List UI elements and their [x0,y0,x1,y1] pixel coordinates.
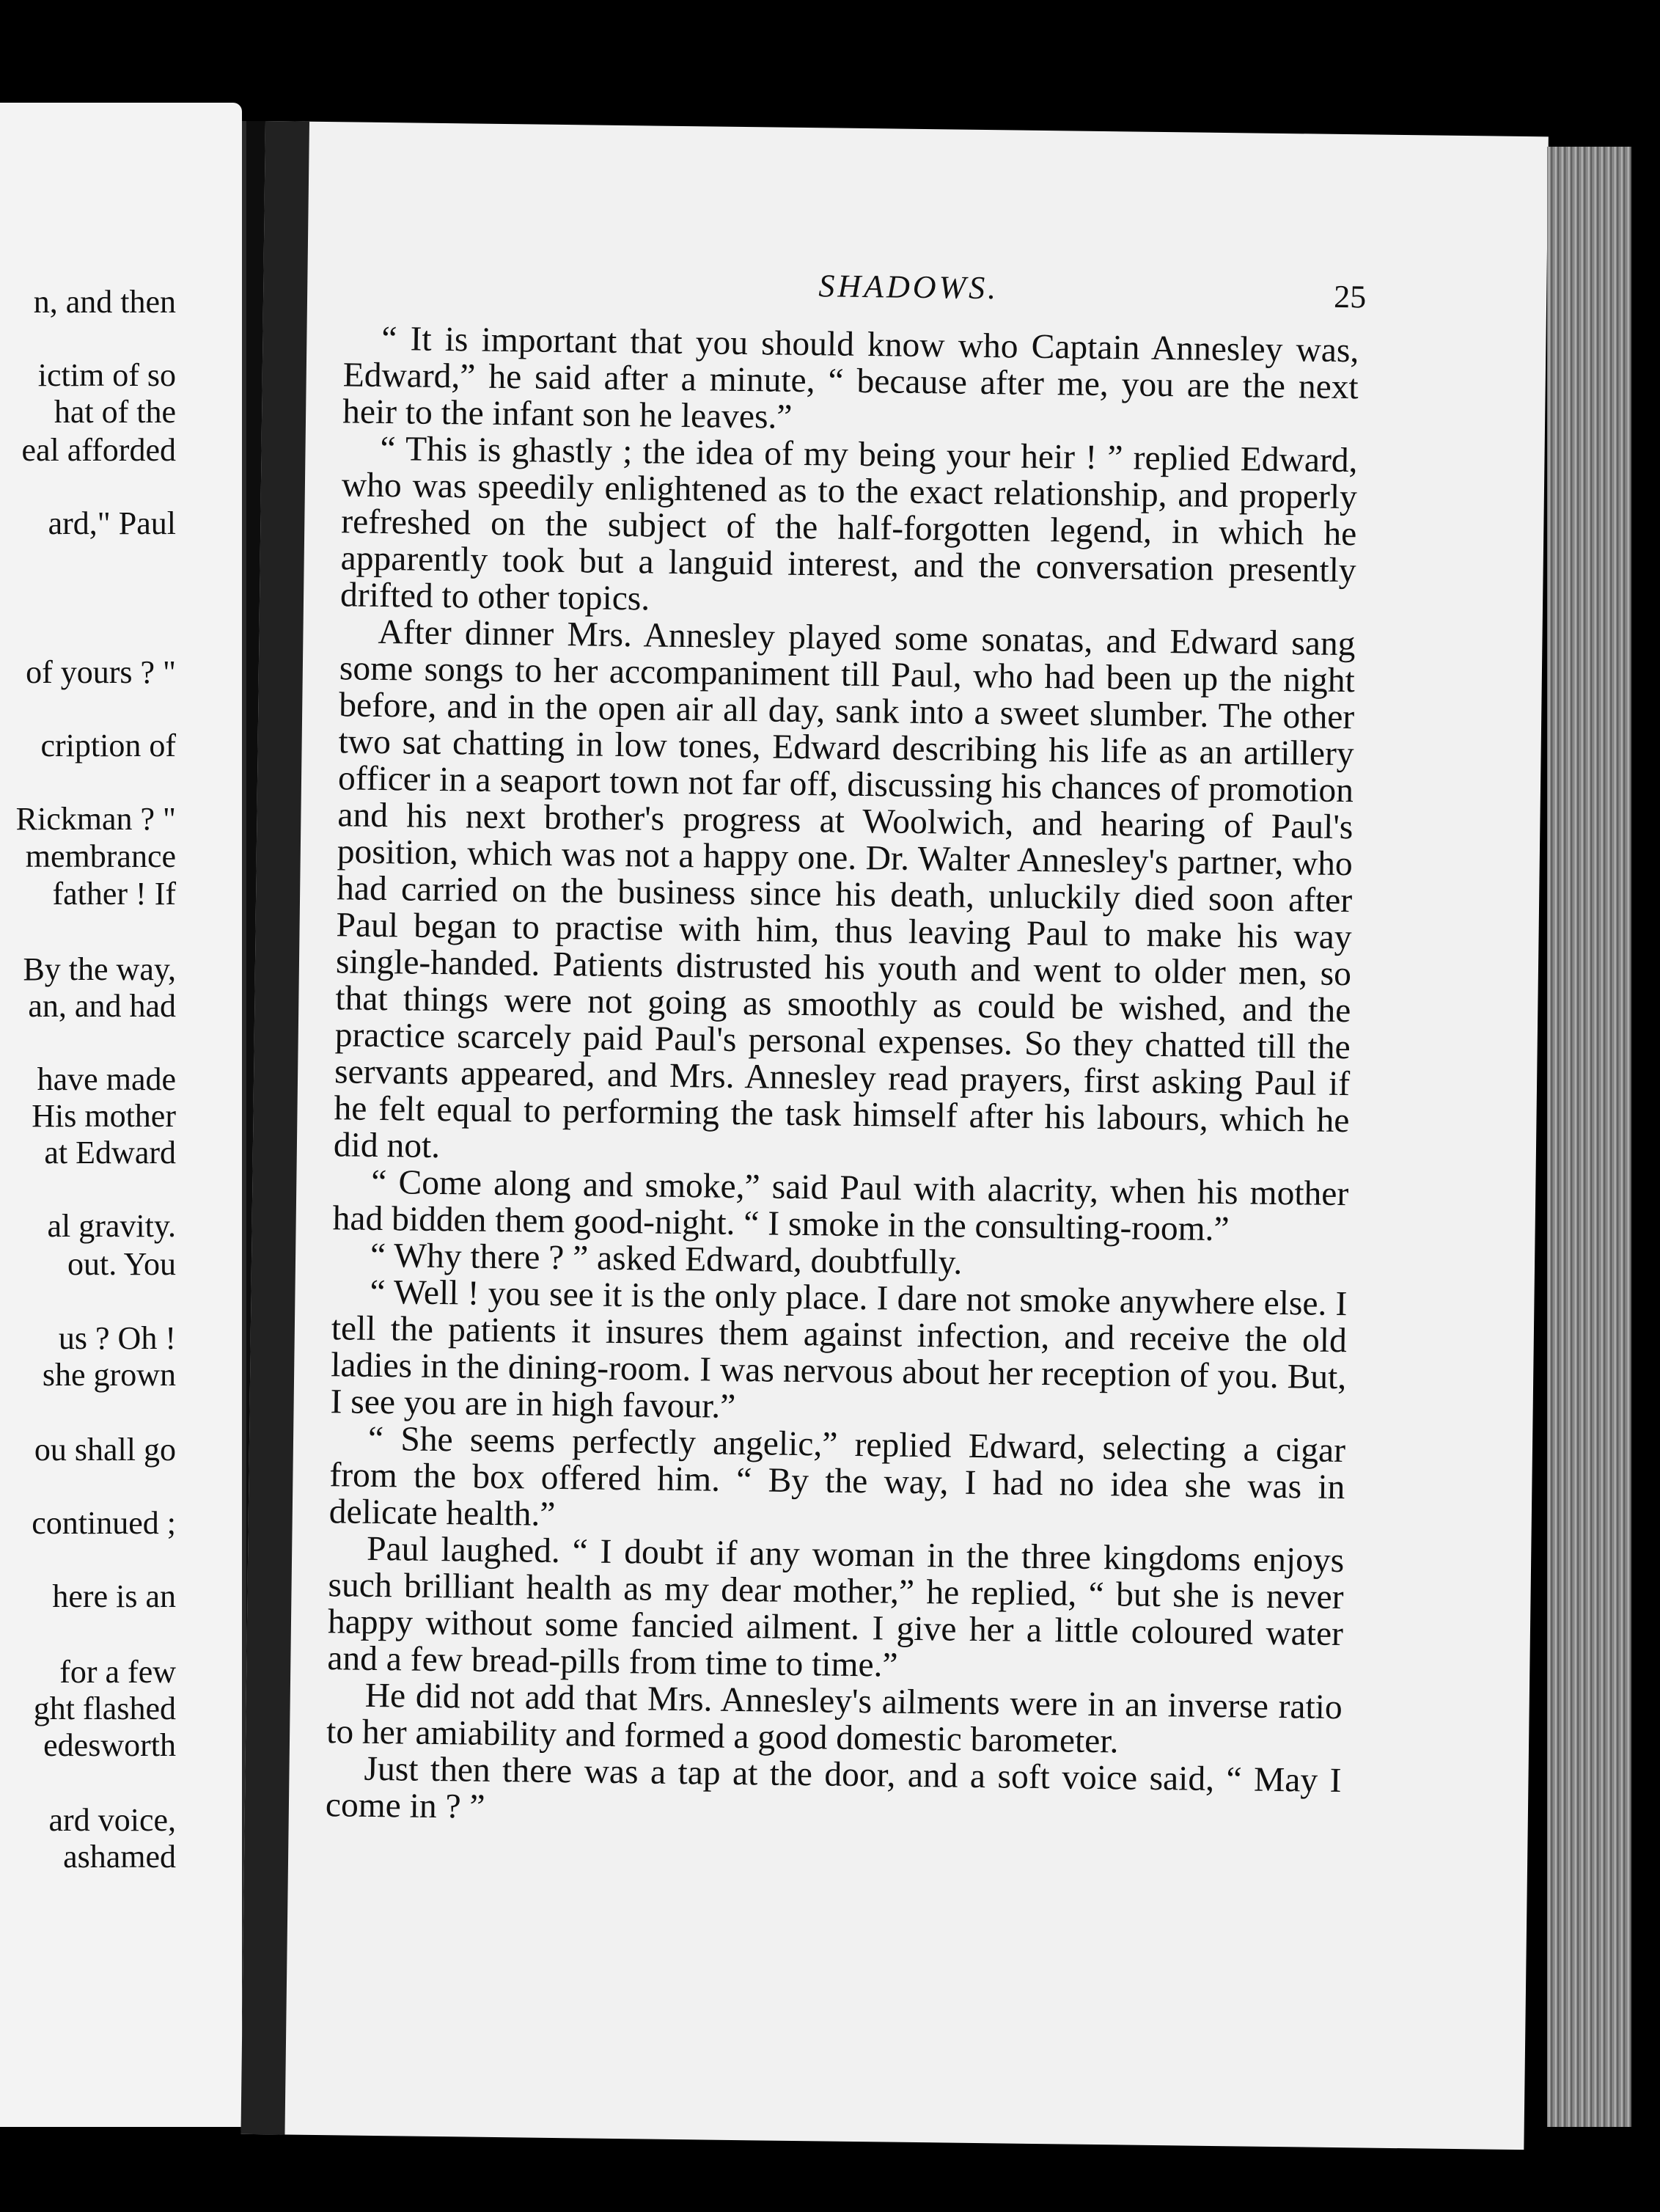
left-page-fragment: al gravity. [47,1208,176,1244]
left-page-fragment: His mother [32,1098,176,1134]
left-page-fragment: at Edward [44,1135,176,1171]
left-page-fragment: father ! If [52,876,176,912]
left-page-fragment: continued ; [32,1505,176,1541]
paragraph: “ It is important that you should know who Captain Annesley was, Edward,” he said after a minute, “ because after me, you are the next heir to the infant son he leaves.” [342,319,1359,436]
left-page [0,103,242,2127]
left-page-fragment: have made [37,1061,176,1097]
left-page-fragment: for a few [59,1654,176,1690]
paragraph: “ Come along and smoke,” said Paul with alacrity, when his mother had bidden them good-night. “ I smoke in the consulting-room.” [332,1162,1349,1249]
left-page-fragment: ashamed [63,1839,176,1875]
left-page-fragment: cription of [40,728,176,763]
left-page-fragment: an, and had [28,988,176,1024]
paragraph: He did not add that Mrs. Annesley's ailments were in an inverse ratio to her amiability and formed a good domestic barometer. [326,1676,1343,1761]
left-page-fragment: n, and then [33,284,176,320]
left-page-fragment: hat of the [54,394,176,430]
paragraph: “ Why there ? ” asked Edward, doubtfully. [370,1236,963,1282]
left-page-fragment: Rickman ? " [15,801,176,837]
paragraph: “ Well ! you see it is the only place. I dare not smoke anywhere else. I tell the patients it insures them against infection, and receive the old ladies in the dining-room. I was nervous about her reception of you. But, I see you are in high favour.” [330,1272,1348,1426]
left-page-fragment: ght flashed [33,1691,176,1726]
left-page-fragment: of yours ? " [26,654,176,690]
running-head: SHADOWS. [818,268,999,307]
left-page-fragment: us ? Oh ! [58,1320,176,1356]
paragraph: “ She seems perfectly angelic,” replied Edward, selecting a cigar from the box offered him. “ By the way, I had no idea she was in delicate health.” [328,1419,1346,1534]
left-page-fragment: edesworth [43,1727,176,1763]
left-page-fragment: ou shall go [34,1432,176,1468]
paragraph: “ This is ghastly ; the idea of my being your heir ! ” replied Edward, who was speedily enlightened as to the exact relationship, and properly refreshed on the subject of the half-forgotten legend, in which he apparently took but a languid interest, and the conversation presently drifted to other topics. [339,429,1358,618]
body-text [326,320,1359,1836]
left-page-fragment: membrance [25,838,176,874]
page-number: 25 [1333,278,1367,315]
left-page-fragment: eal afforded [21,432,176,468]
left-page-fragment: ard," Paul [48,505,176,541]
left-page-fragment: By the way, [23,951,176,987]
paragraph: Paul laughed. “ I doubt if any woman in the three kingdoms enjoys such brilliant health as my dear mother,” he replied, “ but she is never happy without some fancied ailment. I give her a little coloured water and a few bread-pills from time to time.” [327,1529,1345,1685]
left-page-fragment: here is an [52,1578,176,1614]
paragraph: Just then there was a tap at the door, and a soft voice said, “ May I come in ? ” [325,1749,1342,1826]
right-page [240,121,1548,2150]
left-page-fragment: ard voice, [48,1802,176,1838]
left-page-fragment: ictim of so [37,357,176,393]
left-page-fragment: out. You [67,1246,176,1282]
page-edges [1547,147,1631,2127]
paragraph: After dinner Mrs. Annesley played some sonatas, and Edward sang some songs to her accompaniment till Paul, who had been up the night before, and in the open air all day, sank into a sweet slumber. The other two sat chatting in low tones, Edward describing his life as an artillery officer in a seaport town not far off, discussing his chances of promotion and his next brother's progress at Woolwich, and hearing of Paul's position, which was not a happy one. Dr. Walter Annesley's partner, who had carried on the business since his death, unluckily died soon after Paul began to practise with him, thus leaving Paul to make his way single-handed. Patients distrusted his youth and went to older men, so that things were not going as smoothly as could be wished, and the practice scarcely paid Paul's personal expenses. So they chatted till the servants appeared, and Mrs. Annesley read prayers, first asking Paul if he felt equal to performing the task himself after his labours, which he did not. [333,612,1356,1166]
left-page-fragment: she grown [42,1357,176,1393]
